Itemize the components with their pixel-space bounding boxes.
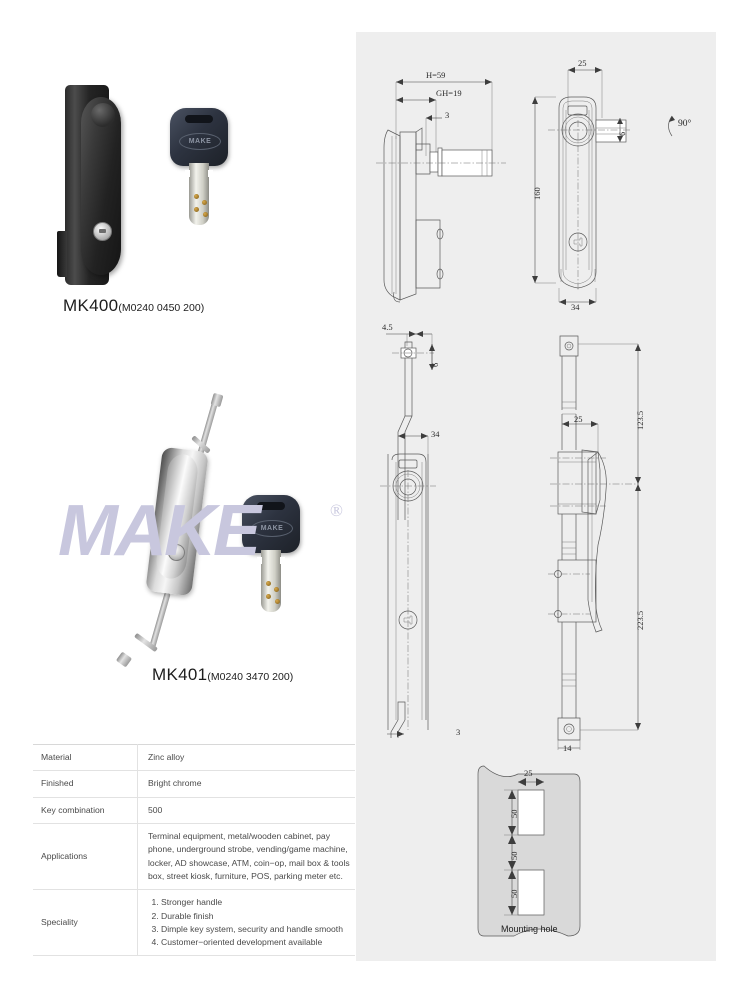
dimension-223-5: 223.5 [635,610,645,630]
dimension-h: H=59 [426,70,446,80]
dimension-width-bottom: 34 [571,302,580,312]
spec-label: Finished [33,771,138,797]
lower-rod-bracket [116,652,132,668]
specification-table [33,744,355,956]
list-item: 1. Stronger handle [161,896,355,909]
key-notch-right [280,557,285,564]
technical-drawing-panel [356,32,716,961]
dimension-123-5: 123.5 [635,410,645,430]
key-dimple [266,581,271,586]
dimension-rotation-90: 90° [678,119,692,129]
drawing-rod-detail [374,320,524,740]
key-dimple [203,212,208,217]
spec-value: Terminal equipment, metal/wooden cabinet, pay phone, underground strobe, vending/game machine, locker, AD showcase, ATM, coin−op, mail box & tools box, street kiosk, furniture, POS, parking meter etc. [148,830,350,881]
table-row [33,771,355,797]
spec-label: Speciality [33,890,138,956]
key-dimple [275,599,280,604]
model-code: (M0240 0450 200) [118,302,205,314]
product-photo-mk400 [55,85,175,285]
dimension-small: 6 [617,131,627,136]
spec-value: Zinc alloy [148,752,185,762]
dimension-gap-bottom: 50 [509,889,519,898]
model-caption-mk400 [63,296,204,316]
table-row [33,890,355,956]
drawing-mounting-hole [456,760,646,950]
list-item: 2. Durable finish [161,910,355,923]
drawing-front-face [526,50,716,312]
spec-label: Key combination [33,797,138,823]
dimple-key-mk400 [170,108,230,228]
key-ring-slot [185,115,213,123]
table-row [33,745,355,771]
dimension-34: 34 [431,429,440,439]
key-dimple [202,200,207,205]
model-name: MK400 [63,296,119,315]
key-head [242,495,300,553]
dimension-hole-width: 25 [524,768,533,778]
watermark-text: MAKE [58,491,258,571]
dimension-6: 6 [430,362,440,367]
registered-trademark-icon: ® [330,501,343,520]
dimension-4-5: 4.5 [382,322,393,332]
model-name: MK401 [152,665,208,684]
speciality-list [148,896,355,949]
key-dimple [274,587,279,592]
key-notch-left [185,170,190,177]
model-caption-mk401 [152,665,293,685]
drawing-side-profile [374,44,524,304]
dimension-gap-top: 50 [509,809,519,818]
dimple-key-mk401 [242,495,302,615]
model-code: (M0240 3470 200) [207,671,294,683]
spec-value: Bright chrome [148,778,202,789]
key-brand-label: MAKE [179,133,221,150]
handle-thumb-button [91,103,115,127]
dimension-width-top: 25 [578,58,587,68]
upper-rod-bracket [211,393,224,407]
spec-value [138,890,356,956]
key-dimple [194,194,199,199]
key-head [170,108,228,166]
key-ring-slot [257,502,285,510]
dimension-gh: GH=19 [436,88,462,98]
key-brand-label: MAKE [251,520,293,537]
table-row [33,797,355,823]
dimension-base-14: 14 [563,743,572,753]
list-item: 3. Dimple key system, security and handle smooth [161,923,355,936]
lock-cylinder [93,222,112,241]
dimension-offset-25: 25 [574,414,583,424]
key-notch-left [257,557,262,564]
lower-rod [149,592,170,647]
spec-label: Applications [33,823,138,889]
left-column [0,0,356,991]
mounting-hole-label: Mounting hole [501,924,558,934]
dimension-height: 160 [532,187,542,200]
spec-label: Material [33,745,138,771]
spec-value: 500 [148,804,163,815]
dimension-3-bottom: 3 [456,727,461,737]
key-notch-right [208,170,213,177]
key-dimple [194,207,199,212]
list-item: 4. Customer−oriented development available [161,936,355,949]
dimension-3: 3 [445,110,450,120]
dimension-gap-mid: 50 [509,851,519,860]
drawing-rod-assembly [546,330,716,760]
table-row [33,823,355,889]
key-dimple [266,594,271,599]
